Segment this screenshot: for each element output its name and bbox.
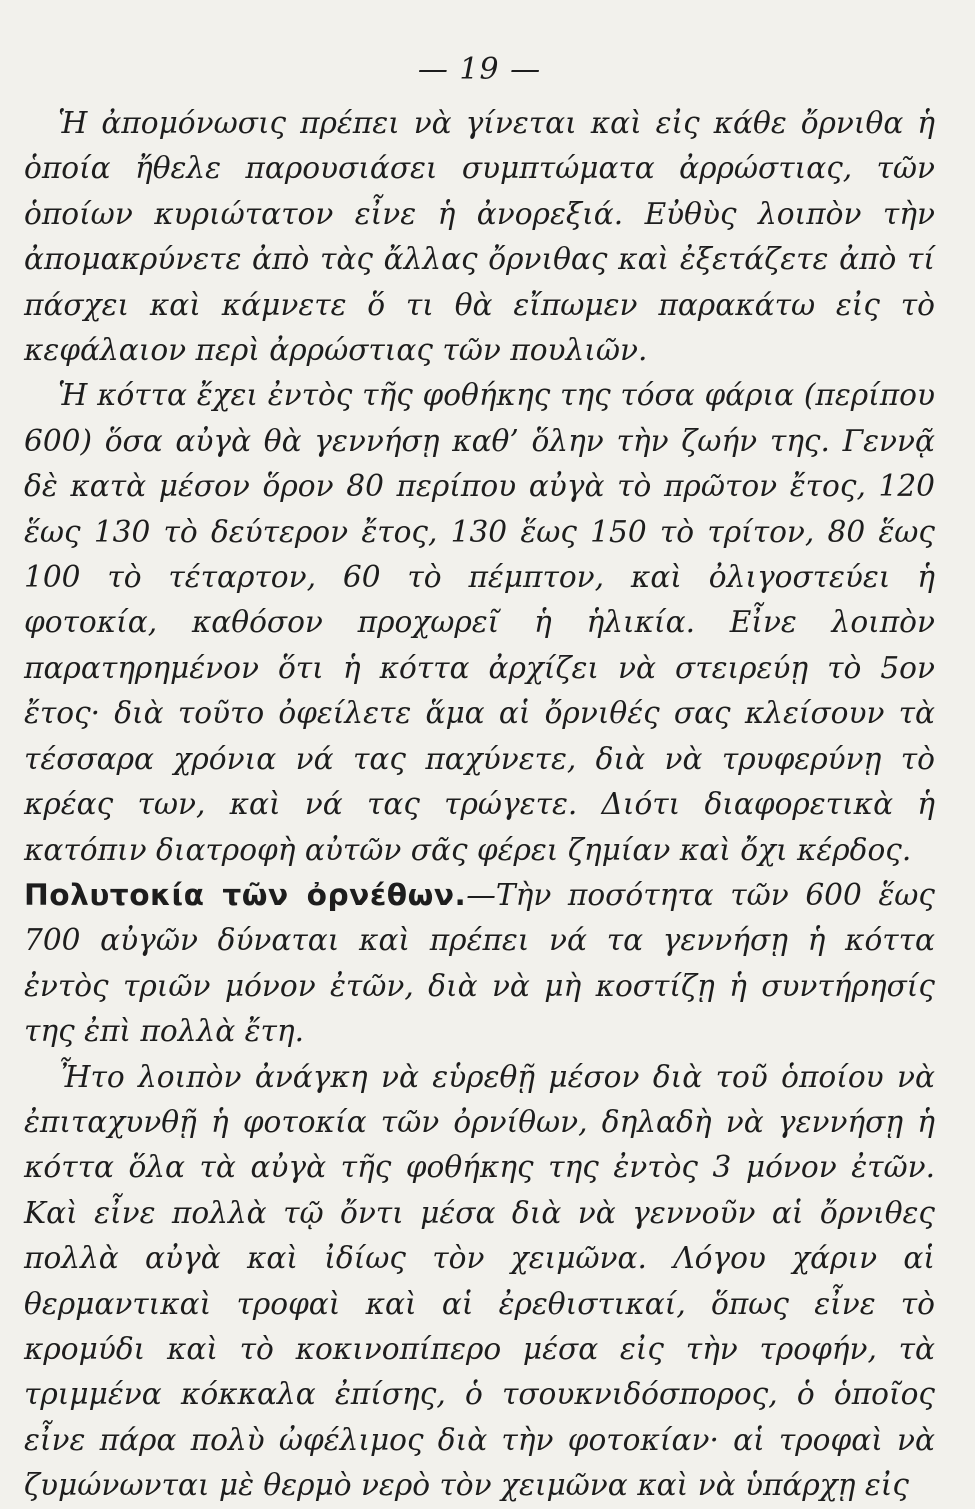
paragraph-isolation: Ἡ ἀπομόνωσις πρέπει νὰ γίνεται καὶ εἰς κάθε ὄρνιθα ἡ ὁποία ἤθελε παρουσιάσει συμπτώματα ἀρρώστιας, τῶν ὁποίων κυριώτατον εἶνε ἡ ἀνορεξιά. Εὐθὺς λοιπὸν τὴν ἀπομακρύνετε ἀπὸ τὰς ἄλλας ὄρνιθας καὶ ἐξετάζετε ἀπὸ τί πάσχει καὶ κάμνετε ὅ τι θὰ εἴπωμεν παρακάτω εἰς τὸ κεφάλαιον περὶ ἀρρώστιας τῶν πουλιῶν. <box>24 106 935 368</box>
section-dash: — <box>466 877 496 912</box>
section-prolificacy <box>24 873 935 1055</box>
section-heading: Πολυτοκία τῶν ὀρνέθων. <box>24 877 467 912</box>
page-number: — 19 — <box>417 52 542 87</box>
paragraph-egg-count: Ἡ κόττα ἔχει ἐντὸς τῆς φοθήκης της τόσα φάρια (περίπου 600) ὅσα αὐγὰ θὰ γεννήσῃ καθ’ ὅλην τὴν ζωήν της. Γεννᾷ δὲ κατὰ μέσον ὅρον 80 περίπου αὐγὰ τὸ πρῶτον ἔτος, 120 ἕως 130 τὸ δεύτερον ἔτος, 130 ἕως 150 τὸ τρίτον, 80 ἕως 100 τὸ τέταρτον, 60 τὸ πέμπτον, καὶ ὀλιγοστεύει ἡ φοτοκία, καθόσον προχωρεῖ ἡ ἡλικία. Εἶνε λοιπὸν παρατηρημένον ὅτι ἡ κόττα ἀρχίζει νὰ στειρεύῃ τὸ 5ον ἔτος· διὰ τοῦτο ὀφείλετε ἅμα αἱ ὄρνιθές σας κλείσουν τὰ τέσσαρα χρόνια νά τας παχύνετε, διὰ νὰ τρυφερύνῃ τὸ κρέας των, καὶ νά τας τρώγετε. Διότι διαφορετικὰ ἡ κατόπιν διατροφὴ αὐτῶν σᾶς φέρει ζημίαν καὶ ὄχι κέρδος. <box>24 378 935 867</box>
section-text: Τὴν ποσότητα τῶν 600 ἕως 700 αὐγῶν δύναται καὶ πρέπει νά τα γεννήσῃ ἡ κόττα ἐντὸς τριῶν μόνον ἐτῶν, διὰ νὰ μὴ κοστίζῃ ἡ συντήρησίς της ἐπὶ πολλὰ ἔτη. <box>24 877 935 1049</box>
paragraph-acceleration: Ἦτο λοιπὸν ἀνάγκη νὰ εὑρεθῇ μέσον διὰ τοῦ ὁποίου νὰ ἐπιταχυνθῇ ἡ φοτοκία τῶν ὀρνίθων, δηλαδὴ νὰ γεννήσῃ ἡ κόττα ὅλα τὰ αὐγὰ τῆς φοθήκης της ἐντὸς 3 μόνον ἐτῶν. Καὶ εἶνε πολλὰ τῷ ὄντι μέσα διὰ νὰ γεννοῦν αἱ ὄρνιθες πολλὰ αὐγὰ καὶ ἰδίως τὸν χειμῶνα. Λόγου χάριν αἱ θερμαντικαὶ τροφαὶ καὶ αἱ ἐρεθιστικαί, ὅπως εἶνε τὸ κρομύδι καὶ τὸ κοκινοπίπερο μέσα εἰς τὴν τροφήν, τὰ τριμμένα κόκκαλα ἐπίσης, ὁ τσουκνιδόσπορος, ὁ ὁποῖος εἶνε πάρα πολὺ ὠφέλιμος διὰ τὴν φοτοκίαν· αἱ τροφαὶ νὰ ζυμώνωνται μὲ θερμὸ νερὸ τὸν χειμῶνα καὶ νὰ ὑπάρχῃ εἰς <box>24 1059 935 1503</box>
